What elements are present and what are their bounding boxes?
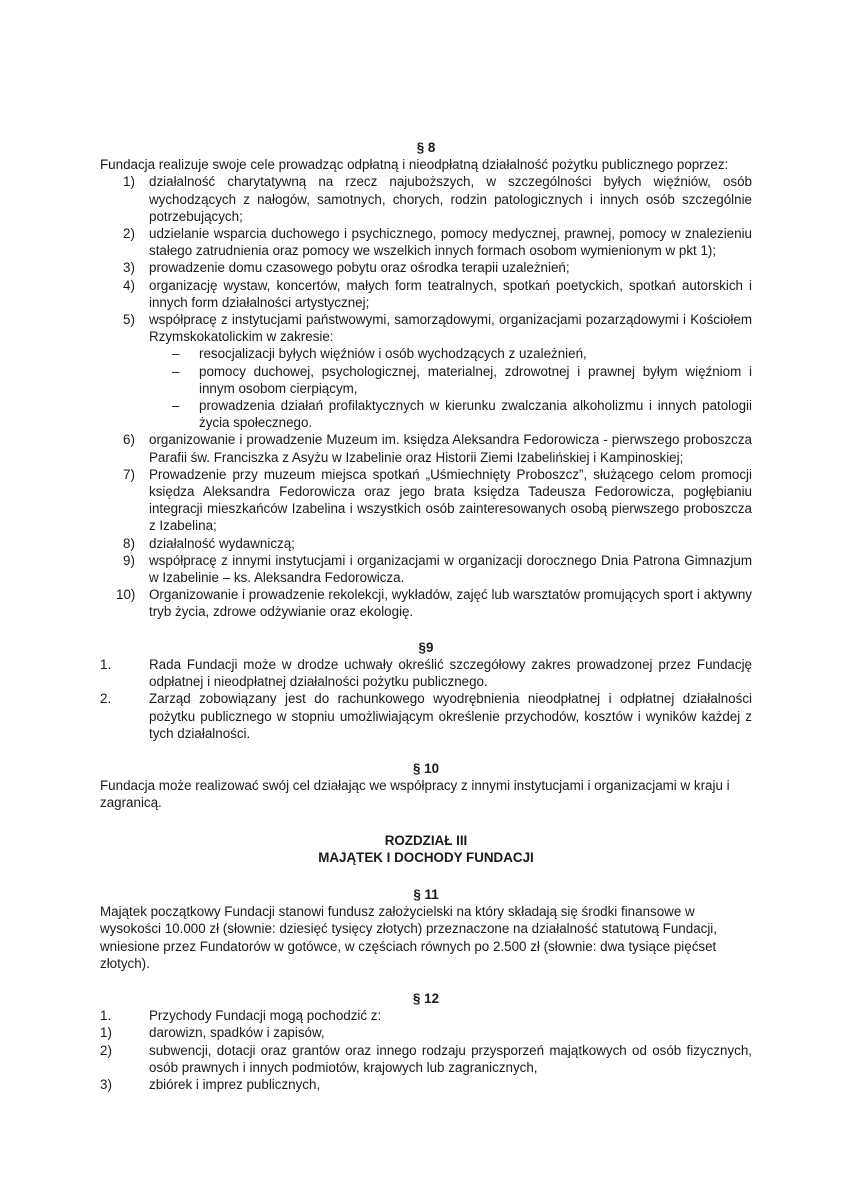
section-11 bbox=[100, 886, 752, 972]
item-number: 8) bbox=[123, 535, 135, 551]
item-text: współpracę z instytucjami państwowymi, samorządowymi, organizacjami pozarządowymi i Kościołem Rzymskokatolickim w zakresie: bbox=[149, 312, 752, 345]
chapter-number: ROZDZIAŁ III bbox=[384, 832, 468, 848]
item-number: 4) bbox=[123, 277, 135, 293]
item-text: Organizowanie i prowadzenie rekolekcji, wykładów, zajęć lub warsztatów promujących sport i aktywny tryb życia, zdrowe odżywianie oraz ekologię. bbox=[149, 587, 752, 620]
section-8 bbox=[100, 139, 752, 621]
item-text: Prowadzenie przy muzeum miejsca spotkań „Uśmiechnięty Proboszcz”, służącego celom promocji księdza Aleksandra Fedorowicza oraz jego brata księdza Tadeusza Fedorowicza, pogłębianiu integracji mieszkańców Izabelina i wszystkich osób zainteresowanych osobą pierwszego proboszcza z Izabelina; bbox=[149, 466, 752, 534]
list-item bbox=[100, 1007, 752, 1093]
item-number: 10) bbox=[116, 587, 136, 603]
item-text: działalność wydawniczą; bbox=[149, 535, 295, 551]
section-9-list bbox=[100, 656, 752, 742]
section-10 bbox=[100, 760, 752, 812]
subitem-text: prowadzenia działań profilaktycznych w kierunku zwalczania alkoholizmu i innych patologii życia społecznego. bbox=[199, 398, 752, 431]
item-text: organizację wystaw, koncertów, małych form teatralnych, spotkań poetyckich, spotkań autorskich i innych form działalności artystycznej; bbox=[149, 277, 752, 310]
list-item bbox=[100, 431, 752, 465]
spacer bbox=[100, 866, 752, 886]
section-8-heading: § 8 bbox=[416, 140, 436, 155]
dash-marker: – bbox=[172, 363, 180, 379]
item-text: Rada Fundacji może w drodze uchwały określić szczegółowy zakres prowadzonej przez Fundację odpłatnej i nieodpłatnej działalności pożytku publicznego. bbox=[149, 656, 752, 690]
spacer bbox=[100, 621, 752, 639]
list-item bbox=[100, 225, 752, 259]
item-text: zbiórek i imprez publicznych, bbox=[149, 1076, 321, 1092]
item-text: prowadzenie domu czasowego pobytu oraz ośrodka terapii uzależnień; bbox=[149, 260, 570, 276]
item-number: 2) bbox=[123, 226, 135, 242]
list-item bbox=[100, 690, 752, 742]
item-number: 1. bbox=[100, 656, 112, 672]
item-text: Przychody Fundacji mogą pochodzić z: bbox=[149, 1008, 382, 1024]
item-text: współpracę z innymi instytucjami i organizacjami w organizacji dorocznego Dnia Patrona Gimnazjum w Izabelinie – ks. Aleksandra Fedorowicza. bbox=[149, 552, 752, 586]
section-12-list bbox=[100, 1007, 752, 1093]
list-item bbox=[100, 311, 752, 431]
spacer bbox=[100, 972, 752, 990]
section-12 bbox=[100, 990, 752, 1093]
list-item bbox=[100, 277, 752, 311]
item-text: organizowanie i prowadzenie Muzeum im. księdza Aleksandra Fedorowicza - pierwszego proboszcza Parafii św. Franciszka z Asyżu w Izabelinie oraz Historii Ziemi Izabelińskiej i Kampinoskiej; bbox=[149, 432, 752, 465]
item-number: 5) bbox=[123, 312, 135, 328]
spacer bbox=[100, 812, 752, 832]
section-12-sublist bbox=[100, 1024, 752, 1093]
subitem-text: pomocy duchowej, psychologicznej, materialnej, zdrowotnej i prawnej byłym więźniom i innym osobom cierpiącym, bbox=[199, 363, 752, 396]
list-subitem bbox=[100, 1024, 752, 1041]
item-number: 3) bbox=[123, 260, 135, 276]
list-item bbox=[100, 173, 752, 225]
list-item bbox=[100, 552, 752, 586]
list-item bbox=[100, 586, 752, 620]
dash-marker: – bbox=[172, 398, 180, 414]
list-subitem bbox=[149, 345, 752, 362]
section-9 bbox=[100, 639, 752, 742]
dash-marker: – bbox=[172, 346, 180, 362]
item-number: 3) bbox=[100, 1076, 112, 1092]
section-11-heading: § 11 bbox=[413, 886, 439, 902]
chapter-heading bbox=[100, 832, 752, 866]
section-8-intro: Fundacja realizuje swoje cele prowadząc odpłatną i nieodpłatną działalność pożytku publicznego poprzez: bbox=[100, 157, 729, 173]
item-text: Zarząd zobowiązany jest do rachunkowego wyodrębnienia nieodpłatnej i odpłatnej działalności pożytku publicznego w stopniu umożliwiającym określenie przychodów, kosztów i wyników każdej z tych działalności. bbox=[149, 691, 752, 741]
section-10-heading: § 10 bbox=[412, 760, 440, 776]
list-subitem bbox=[149, 397, 752, 431]
subitem-text: resocjalizacji byłych więźniów i osób wychodzących z uzależnień, bbox=[199, 346, 587, 362]
list-item bbox=[100, 466, 752, 535]
item-number: 2) bbox=[100, 1042, 112, 1058]
list-item bbox=[100, 656, 752, 690]
item-text: udzielanie wsparcia duchowego i psychicznego, pomocy medycznej, prawnej, pomocy w znalezieniu stałego zatrudnienia oraz pomocy we wszelkich innych formach osobom wymienionym w pkt 1); bbox=[149, 226, 752, 259]
section-11-text: Majątek początkowy Fundacji stanowi fundusz założycielski na który składają się środki finansowe w wysokości 10.000 zł (słownie: dziesięć tysięcy złotych) przeznaczone na działalność statutową Fundacji, wniesione przez Fundatorów w gotówce, w częściach równych po 2.500 zł (słownie: dwa tysiące pięćset złotych). bbox=[100, 904, 718, 971]
list-item bbox=[100, 535, 752, 552]
section-10-text: Fundacja może realizować swój cel działając we współpracy z innymi instytucjami i organizacjami w kraju i zagranicą. bbox=[100, 778, 730, 811]
item-text: działalność charytatywną na rzecz najuboższych, w szczególności byłych więźniów, osób wychodzących z nałogów, samotnych, chorych, rodzin patologicznych i innych osób szczególnie potrzebujących; bbox=[149, 174, 752, 224]
section-8-list bbox=[100, 173, 752, 620]
list-subitem bbox=[100, 1042, 752, 1076]
section-8-sublist bbox=[149, 345, 752, 431]
item-number: 1. bbox=[100, 1008, 112, 1024]
item-number: 9) bbox=[123, 552, 135, 568]
section-9-heading: §9 bbox=[418, 639, 434, 655]
item-number: 1) bbox=[123, 174, 135, 190]
list-item bbox=[100, 259, 752, 276]
item-number: 1) bbox=[100, 1025, 112, 1041]
list-subitem bbox=[100, 1076, 752, 1093]
item-number: 6) bbox=[123, 432, 135, 448]
list-subitem bbox=[149, 363, 752, 397]
item-number: 7) bbox=[123, 466, 135, 482]
item-text: darowizn, spadków i zapisów, bbox=[149, 1025, 325, 1041]
document-content bbox=[100, 139, 752, 1093]
section-12-heading: § 12 bbox=[412, 990, 440, 1006]
chapter-title: MAJĄTEK I DOCHODY FUNDACJI bbox=[318, 849, 534, 865]
spacer bbox=[100, 742, 752, 760]
item-text: subwencji, dotacji oraz grantów oraz innego rodzaju przysporzeń majątkowych od osób fizycznych, osób prawnych i innych podmiotów, krajowych lub zagranicznych, bbox=[149, 1042, 752, 1075]
item-number: 2. bbox=[100, 691, 112, 707]
